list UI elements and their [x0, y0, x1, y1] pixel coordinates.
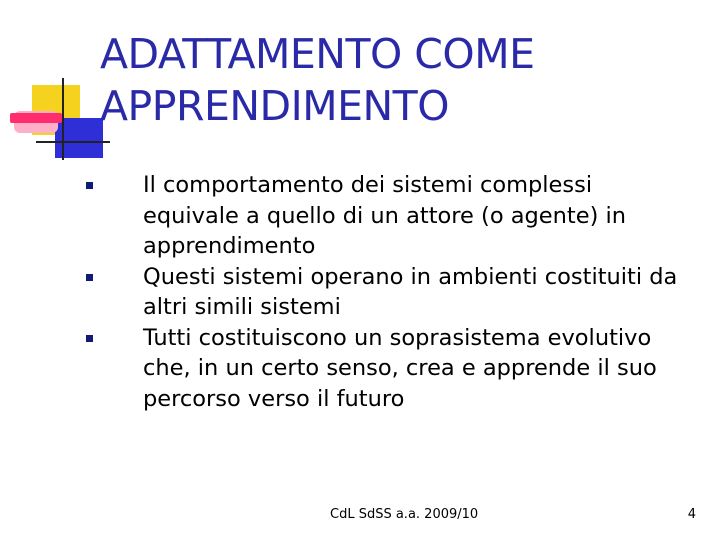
- page-number: 4: [687, 507, 696, 522]
- bullet-item: [80, 170, 680, 262]
- bullet-list: [80, 170, 680, 414]
- bullet-square-icon: [86, 274, 93, 281]
- slide-title-line-1: ADATTAMENTO COME: [100, 30, 535, 78]
- bullet-item: [80, 323, 680, 415]
- bullet-text: Il comportamento dei sistemi complessi equivale a quello di un attore (o agente) in apprendimento: [143, 172, 627, 259]
- bullet-text: Tutti costituiscono un soprasistema evolutivo che, in un certo senso, crea e apprende il suo percorso verso il futuro: [143, 324, 657, 412]
- bullet-square-icon: [86, 182, 93, 189]
- bullet-item: [80, 262, 680, 323]
- logo-horizontal-line: [36, 141, 110, 143]
- slide-title-line-2: APPRENDIMENTO: [100, 82, 449, 130]
- slide-footer: CdL SdSS a.a. 2009/10: [330, 507, 479, 522]
- logo-red-bar: [10, 113, 62, 123]
- bullet-square-icon: [86, 335, 93, 342]
- slide-logo-icon: [0, 0, 110, 170]
- logo-vertical-line: [62, 78, 64, 160]
- bullet-text: Questi sistemi operano in ambienti costituiti da altri simili sistemi: [143, 263, 678, 320]
- slide-title: [100, 28, 700, 132]
